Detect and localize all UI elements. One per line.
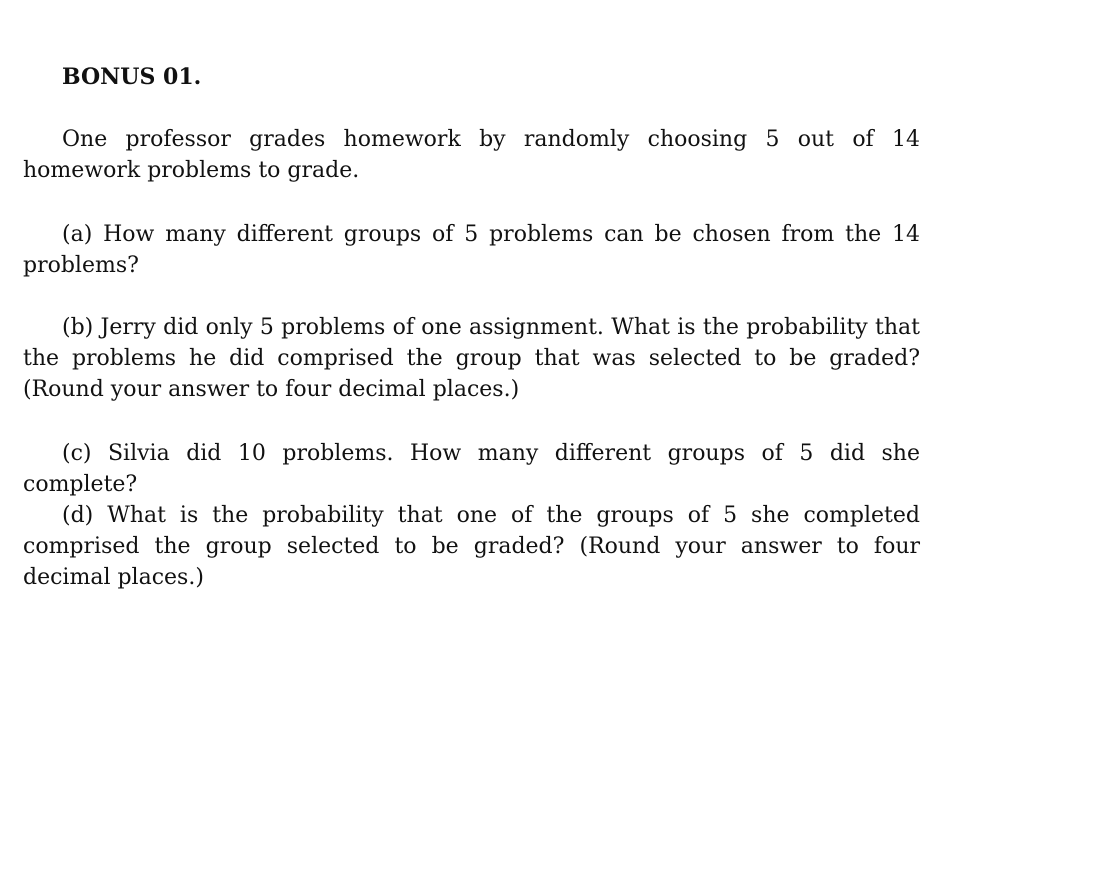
question-d: (d) What is the probability that one of the groups of 5 she completed comprised the group selected to be graded? (Round your answer to four decimal places.): [23, 503, 920, 590]
problem-intro: One professor grades homework by randomly choosing 5 out of 14 homework problems to grade.: [23, 127, 920, 183]
question-b: (b) Jerry did only 5 problems of one assignment. What is the probability that the problems he did comprised the group that was selected to be graded? (Round your answer to four decimal places.): [23, 315, 920, 402]
question-a: (a) How many different groups of 5 problems can be chosen from the 14 problems?: [23, 222, 920, 278]
problem-title: BONUS 01.: [62, 64, 202, 90]
question-c: (c) Silvia did 10 problems. How many different groups of 5 did she complete?: [23, 441, 920, 497]
